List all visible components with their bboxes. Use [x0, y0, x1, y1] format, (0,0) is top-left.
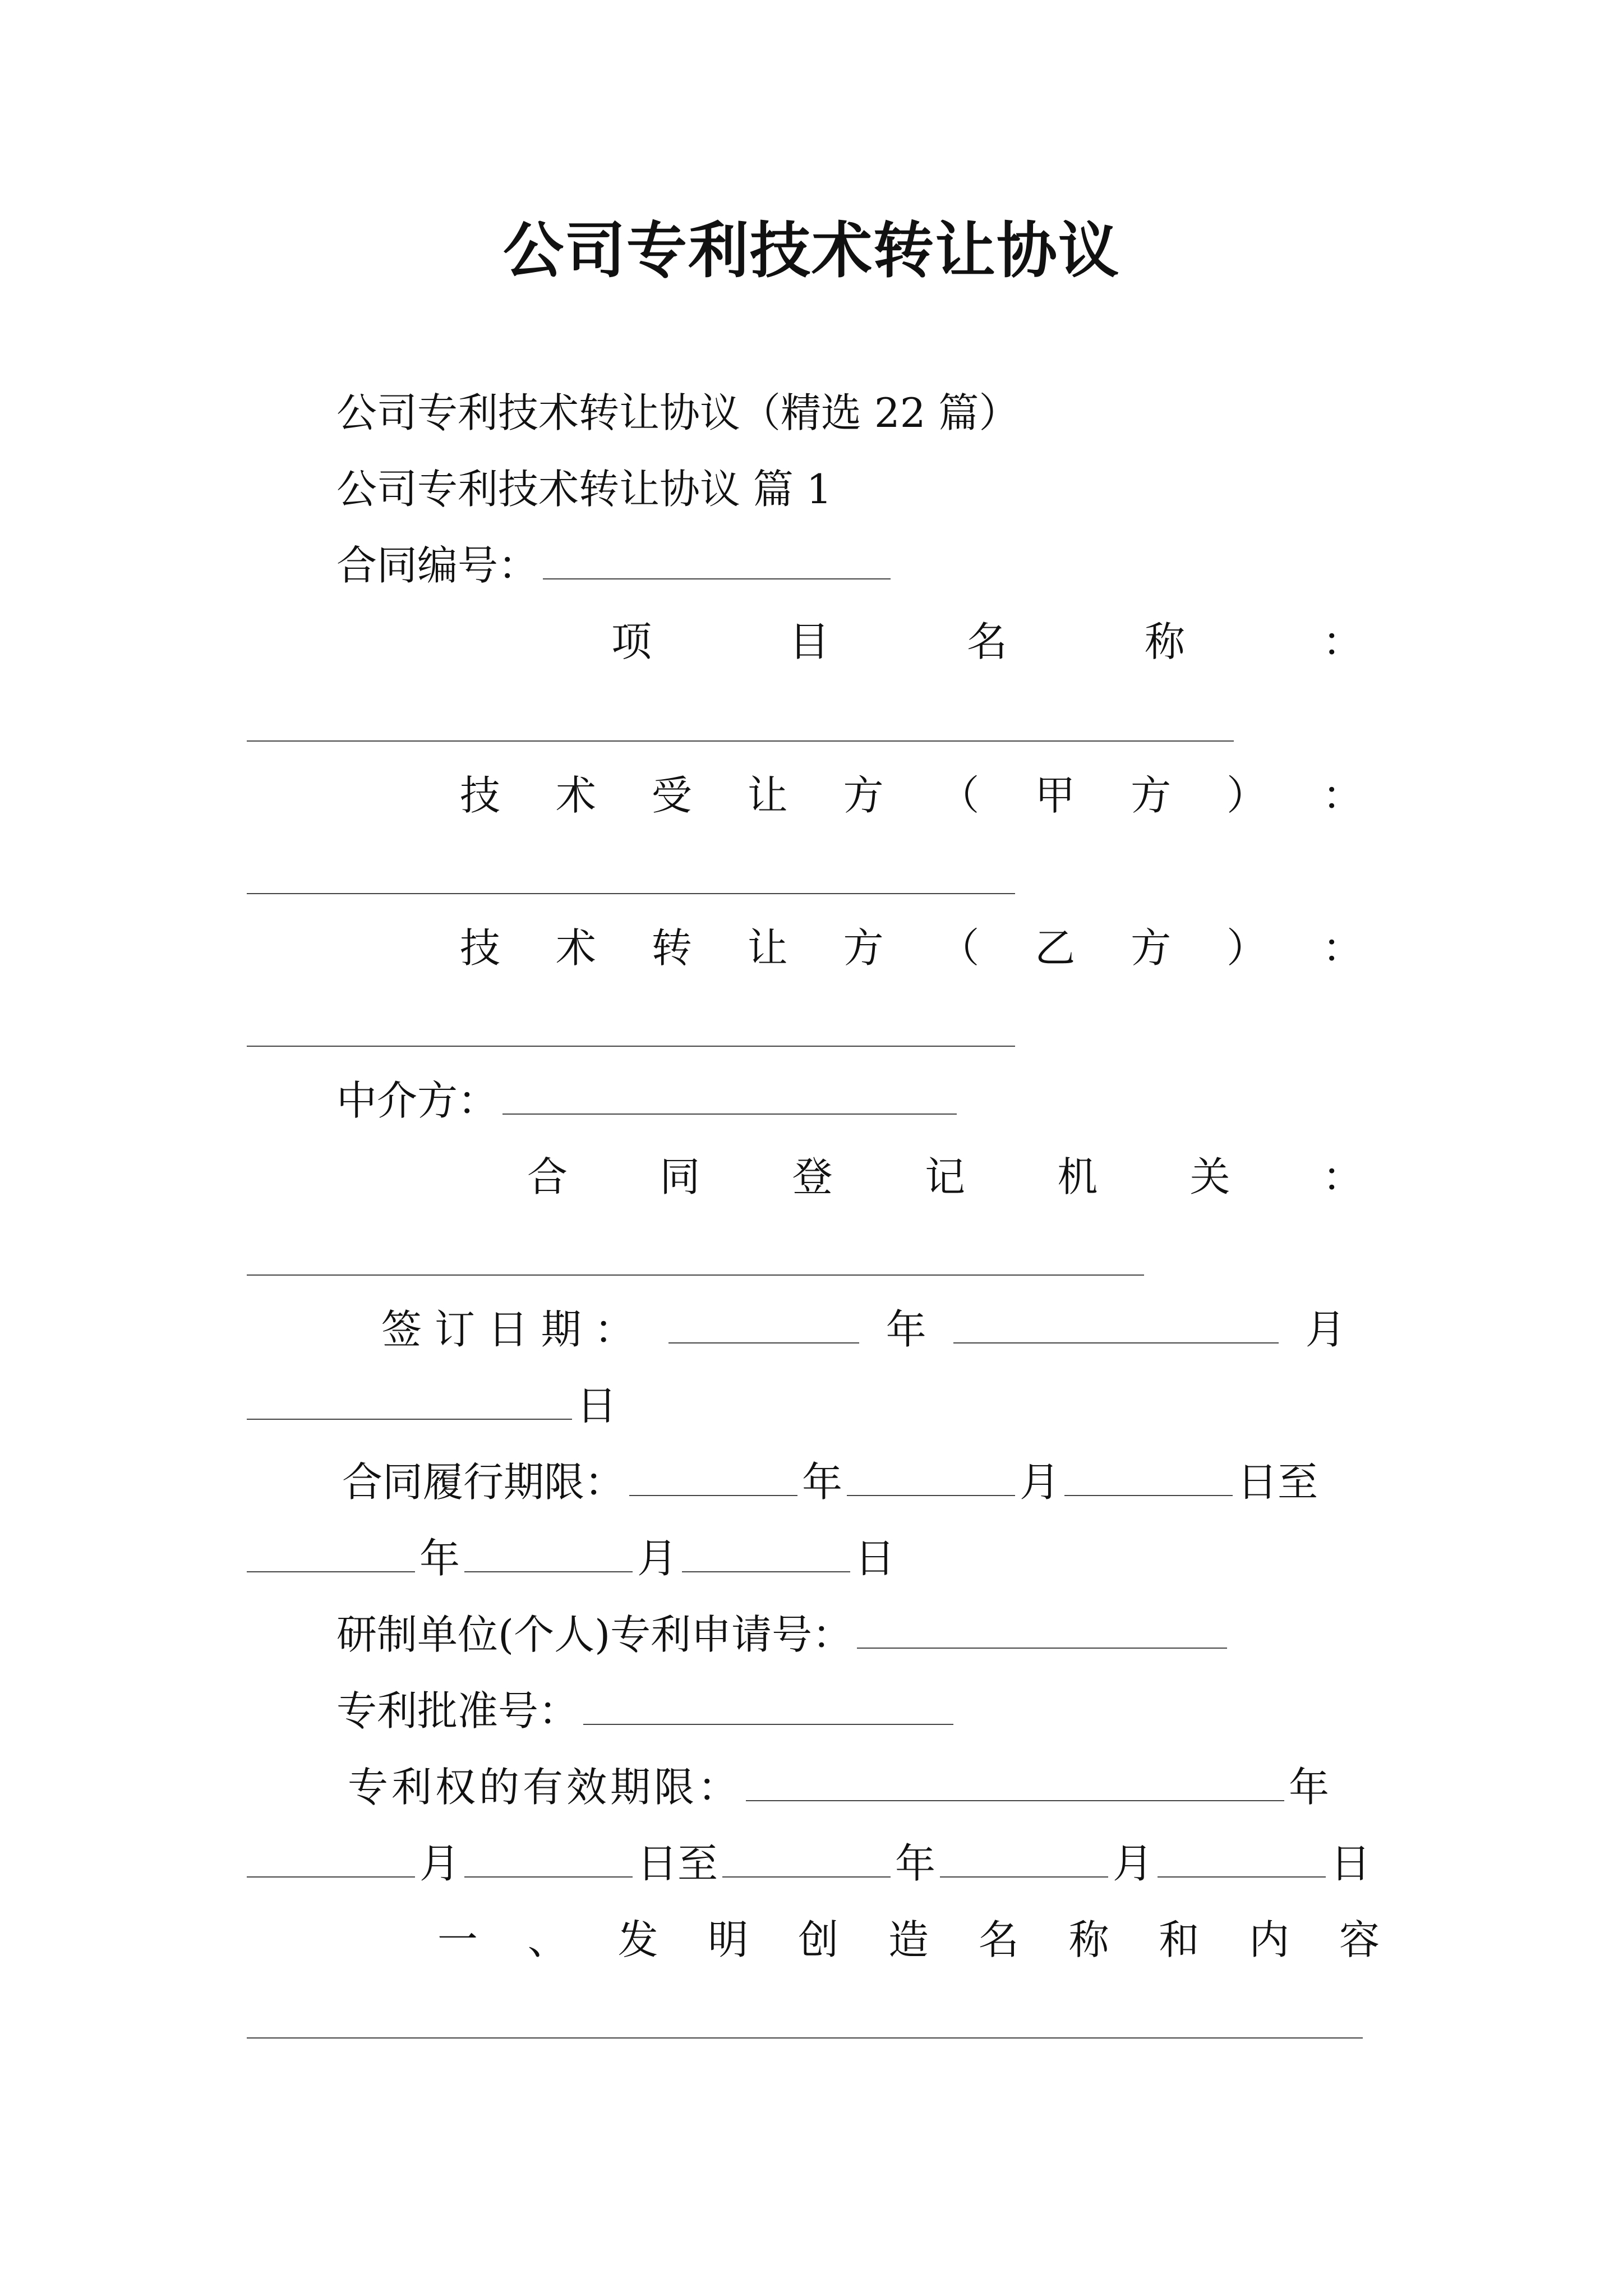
party-b-char: 让	[747, 924, 788, 972]
registry-char: 机	[1057, 1153, 1098, 1200]
document-subtitle: 公司专利技术转让协议（精选 22 篇）	[336, 389, 1020, 436]
party-a-char: ：	[1322, 772, 1363, 819]
party-a-char: ）	[1227, 772, 1267, 819]
contract-number-field[interactable]	[543, 544, 891, 579]
party-a-char: 受	[651, 772, 692, 819]
contract-number-row	[336, 537, 895, 593]
sign-month-field[interactable]	[953, 1308, 1279, 1343]
party-b-char: 技	[460, 924, 501, 972]
section-one-field[interactable]	[247, 2037, 1363, 2039]
intermediary-row	[336, 1073, 961, 1129]
sign-year-field[interactable]	[668, 1308, 859, 1343]
section-one-char: 、	[527, 1916, 568, 1963]
project-name-field[interactable]	[247, 740, 1234, 742]
applicant-number-label: 研制单位(个人)专利申请号：	[336, 1611, 853, 1658]
term-end-day-label: 日	[855, 1535, 896, 1582]
registry-char: ：	[1322, 1153, 1363, 1200]
term-start-month-field[interactable]	[847, 1460, 1015, 1496]
applicant-number-row	[336, 1607, 1232, 1663]
party-b-char: 术	[555, 924, 596, 972]
party-b-char: 方	[1131, 924, 1172, 972]
sign-day-label: 日	[577, 1382, 617, 1429]
document-title: 公司专利技术转让协议	[502, 216, 1120, 286]
project-name-char: 称	[1144, 618, 1185, 665]
term-end-year-label: 年	[419, 1535, 460, 1582]
term-end-day-field[interactable]	[682, 1536, 850, 1572]
section-one-char: 称	[1068, 1916, 1109, 1963]
validity-field[interactable]	[746, 1765, 1284, 1801]
sign-date-row	[381, 1301, 1346, 1358]
registry-char: 登	[792, 1153, 833, 1200]
party-a-char: 甲	[1035, 772, 1076, 819]
registry-char: 关	[1189, 1153, 1230, 1200]
sign-month-label: 月	[1305, 1306, 1346, 1353]
section-one-char: 内	[1249, 1916, 1290, 1963]
party-a-char: 技	[460, 772, 501, 819]
sign-day-row	[247, 1378, 617, 1434]
validity-end-month-field[interactable]	[940, 1842, 1108, 1878]
validity-label: 专利权的有效期限：	[348, 1764, 742, 1811]
party-b-char: ：	[1322, 924, 1363, 972]
party-a-char: 让	[747, 772, 788, 819]
registry-char: 合	[527, 1153, 568, 1200]
party-a-char: 术	[555, 772, 596, 819]
term-row-2	[247, 1530, 895, 1586]
contract-number-label: 合同编号：	[336, 542, 539, 589]
term-end-year-field[interactable]	[247, 1536, 415, 1572]
registry-char: 同	[660, 1153, 700, 1200]
section-one-char: 和	[1159, 1916, 1200, 1963]
party-b-char: ）	[1227, 924, 1267, 972]
approval-number-label: 专利批准号：	[336, 1687, 579, 1734]
registry-char: 记	[924, 1153, 965, 1200]
party-a-row	[460, 767, 1363, 823]
party-b-field[interactable]	[247, 1046, 1015, 1047]
party-b-char: （	[939, 924, 980, 972]
term-end-month-field[interactable]	[464, 1536, 633, 1572]
party-b-char: 转	[651, 924, 692, 972]
section-one-char: 造	[888, 1916, 929, 1963]
party-b-char: 方	[843, 924, 884, 972]
party-b-row	[460, 920, 1363, 976]
section-one-char: 明	[708, 1916, 749, 1963]
project-name-char: 名	[966, 618, 1007, 665]
section-heading: 公司专利技术转让协议 篇 1	[336, 466, 832, 513]
validity-day-to-label: 日至	[637, 1840, 718, 1887]
party-a-char: 方	[1131, 772, 1172, 819]
validity-row-2	[247, 1835, 1371, 1892]
approval-number-field[interactable]	[583, 1689, 953, 1725]
project-name-char: 目	[789, 618, 829, 665]
validity-start-month-field[interactable]	[247, 1842, 415, 1878]
validity-end-month-label: 月	[1113, 1840, 1154, 1887]
sign-date-label: 签 订 日 期 ：	[381, 1306, 635, 1353]
term-label: 合同履行期限：	[342, 1458, 625, 1506]
intermediary-label: 中介方：	[336, 1077, 499, 1124]
project-name-char: 项	[611, 618, 652, 665]
section-one-char: 创	[798, 1916, 839, 1963]
project-name-row	[611, 614, 1363, 670]
sign-year-label: 年	[886, 1306, 926, 1353]
section-one-char: 容	[1339, 1916, 1380, 1963]
sign-day-field[interactable]	[247, 1384, 572, 1420]
term-end-month-label: 月	[637, 1535, 678, 1582]
term-start-day-field[interactable]	[1064, 1460, 1233, 1496]
validity-start-year-label: 年	[1289, 1764, 1330, 1811]
project-name-char: ：	[1322, 618, 1363, 665]
term-row-1	[342, 1454, 1318, 1510]
validity-start-day-field[interactable]	[464, 1842, 633, 1878]
intermediary-field[interactable]	[502, 1079, 957, 1115]
validity-end-year-label: 年	[895, 1840, 936, 1887]
section-one-char: 名	[978, 1916, 1019, 1963]
term-day-to-label: 日至	[1237, 1458, 1318, 1506]
party-a-field[interactable]	[247, 893, 1015, 894]
section-one-char: 发	[617, 1916, 658, 1963]
section-one-char: 一	[437, 1916, 478, 1963]
term-start-year-label: 年	[802, 1458, 843, 1506]
validity-end-day-label: 日	[1330, 1840, 1371, 1887]
applicant-number-field[interactable]	[857, 1613, 1227, 1649]
registry-row	[527, 1149, 1363, 1205]
validity-row-1	[348, 1759, 1329, 1815]
validity-start-month-label: 月	[419, 1840, 460, 1887]
section-one-heading	[437, 1912, 1380, 1968]
party-a-char: 方	[843, 772, 884, 819]
registry-field[interactable]	[247, 1274, 1144, 1276]
party-a-char: （	[939, 772, 980, 819]
term-start-year-field[interactable]	[629, 1460, 797, 1496]
validity-end-year-field[interactable]	[722, 1842, 891, 1878]
party-b-char: 乙	[1035, 924, 1076, 972]
approval-number-row	[336, 1683, 958, 1739]
validity-end-day-field[interactable]	[1158, 1842, 1326, 1878]
term-start-month-label: 月	[1020, 1458, 1061, 1506]
